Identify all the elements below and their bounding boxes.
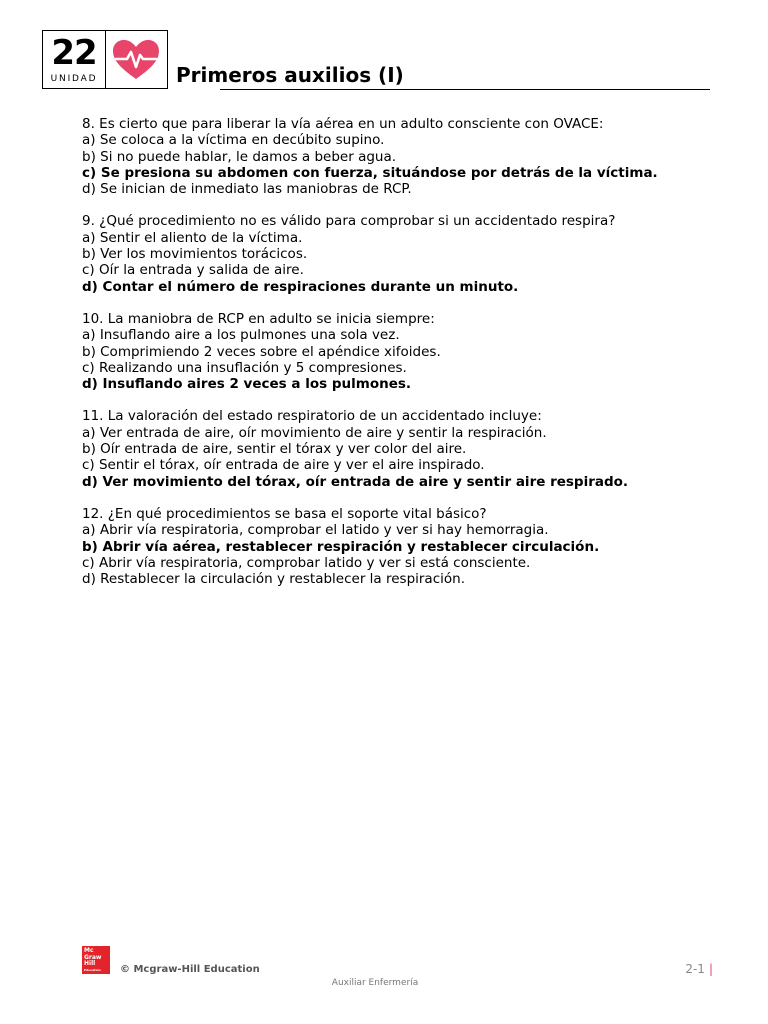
publisher-logo (82, 946, 110, 974)
question-block (82, 506, 722, 587)
logo-text-education: Education (84, 967, 101, 972)
question-text: 12. ¿En qué procedimientos se basa el soporte vital básico? (82, 505, 487, 522)
answer-option: a) Insuflando aire a los pulmones una sola vez. (82, 327, 400, 344)
question-text: 8. Es cierto que para liberar la vía aérea en un adulto consciente con OVACE: (82, 116, 604, 132)
title-divider (220, 89, 710, 90)
answer-option: d) Se inician de inmediato las maniobras de RCP. (82, 181, 412, 198)
heartbeat-icon (112, 39, 160, 81)
answer-option: b) Ver los movimientos torácicos. (82, 246, 308, 263)
answer-option: c) Realizando una insuflación y 5 compresiones. (82, 359, 407, 376)
question-block (82, 311, 722, 392)
question-block (82, 408, 722, 489)
answer-option: a) Abrir vía respiratoria, comprobar el latido y ver si hay hemorragia. (82, 522, 549, 539)
correct-answer-option: d) Contar el número de respiraciones durante un minuto. (82, 278, 519, 295)
answer-option: a) Se coloca a la víctima en decúbito supino. (82, 132, 385, 149)
page-number-bar: | (708, 962, 713, 976)
logo-text-mc: Mc (84, 947, 94, 954)
question-block (82, 116, 722, 197)
page-number-text: 2-1 (685, 962, 705, 976)
heart-cell (106, 31, 167, 88)
page-title: Primeros auxilios (I) (176, 63, 404, 87)
correct-answer-option: d) Ver movimiento del tórax, oír entrada de aire y sentir aire respirado. (82, 473, 629, 490)
answer-option: c) Sentir el tórax, oír entrada de aire y ver el aire inspirado. (82, 457, 485, 474)
footer-course-name: Auxiliar Enfermería (331, 978, 419, 988)
question-list (82, 116, 722, 603)
question-text: 9. ¿Qué procedimiento no es válido para comprobar si un accidentado respira? (82, 213, 616, 230)
answer-option: b) Comprimiendo 2 veces sobre el apéndice xifoides. (82, 343, 441, 360)
answer-option: d) Restablecer la circulación y restablecer la respiración. (82, 571, 465, 588)
unit-label: UNIDAD (50, 74, 98, 84)
answer-option: a) Ver entrada de aire, oír movimiento de aire y sentir la respiración. (82, 424, 547, 441)
unit-number: 22 (51, 33, 97, 73)
correct-answer-option: d) Insuflando aires 2 veces a los pulmones. (82, 376, 412, 393)
question-block (82, 213, 722, 294)
answer-option: b) Oír entrada de aire, sentir el tórax y ver color del aire. (82, 441, 467, 458)
correct-answer-option: c) Se presiona su abdomen con fuerza, situándose por detrás de la víctima. (82, 164, 658, 181)
answer-option: c) Oír la entrada y salida de aire. (82, 262, 304, 279)
unit-number-cell (43, 31, 106, 88)
answer-option: c) Abrir vía respiratoria, comprobar latido y ver si está consciente. (82, 554, 531, 571)
copyright-text: © Mcgraw-Hill Education (120, 964, 260, 975)
logo-text-hill: Hill (84, 960, 96, 967)
question-text: 10. La maniobra de RCP en adulto se inicia siempre: (82, 310, 435, 327)
answer-option: a) Sentir el aliento de la víctima. (82, 229, 303, 246)
answer-option: b) Si no puede hablar, le damos a beber agua. (82, 148, 397, 165)
question-text: 11. La valoración del estado respiratorio de un accidentado incluye: (82, 408, 542, 425)
logo-text-graw: Graw (84, 953, 102, 961)
correct-answer-option: b) Abrir vía aérea, restablecer respiración y restablecer circulación. (82, 538, 600, 555)
page-number (685, 962, 713, 976)
unit-box (42, 30, 168, 89)
